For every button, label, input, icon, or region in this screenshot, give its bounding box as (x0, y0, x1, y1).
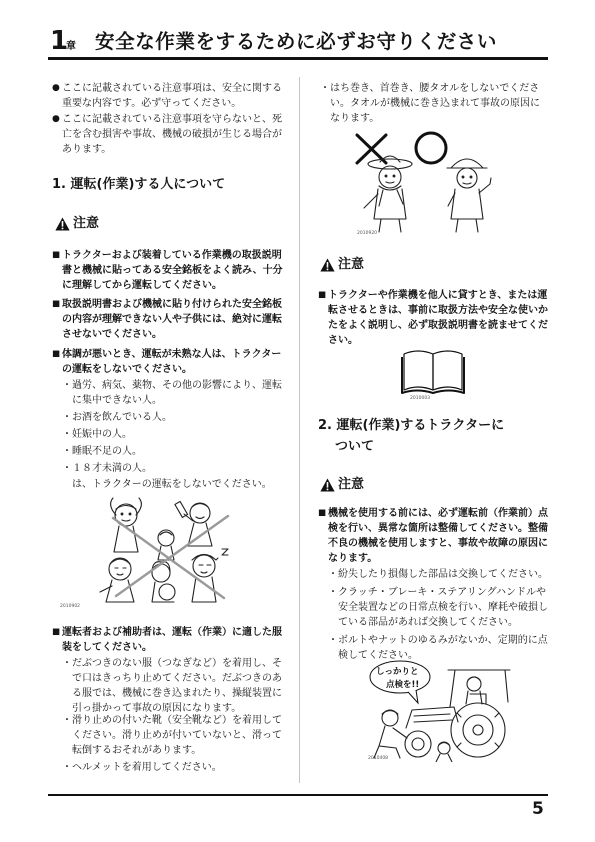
sub-item-line: 滑り止めの付いた靴（安全靴など）を着用して (72, 715, 282, 726)
warning-icon (320, 258, 335, 272)
sub-item (62, 656, 282, 716)
caution-heading (320, 257, 364, 273)
sub-item-line: ヘルメットを着用してください。 (72, 762, 222, 773)
sub-item-line: なります。 (330, 113, 380, 124)
rule-text-line: トラクターおよび装着している作業機の取扱説明 (62, 250, 282, 261)
rule-text-line: トラクターや作業機を他人に貸すとき、または運 (328, 290, 548, 301)
dot-bullet: ・ (62, 762, 72, 773)
intro-note (52, 112, 282, 157)
rule-item (52, 297, 282, 342)
speech-bubble-line: 点検を!! (386, 680, 420, 690)
caution-heading (320, 477, 364, 493)
sub-list-closing: は、トラクターの運転をしないでください。 (72, 479, 272, 490)
column-divider (299, 77, 300, 783)
section-2-heading-line: ついて (335, 439, 375, 454)
rule-text-line: なります。 (328, 553, 378, 564)
rule-text-line: 転させるときは、事前に取扱方法や安全な使いか (328, 305, 548, 316)
square-bullet: ■ (52, 299, 61, 309)
sub-item (62, 760, 222, 775)
open-book-icon (400, 346, 466, 396)
sub-item-line: ください。滑り止めが付いていないと、滑って (72, 730, 282, 741)
caution-label: 注意 (73, 216, 100, 231)
rule-text-line: たをよく説明し、必ず取扱説明書を読ませてくだ (328, 320, 548, 331)
sub-item-line: だぶつきのない服（つなぎなど）を着用し、そ (72, 658, 282, 669)
intro-note-line: 亡を含む損害や事故、機械の破損が生じる場合が (62, 129, 282, 140)
dot-bullet: ・ (328, 635, 338, 646)
sub-item-line: い。タオルが機械に巻き込まれて事故の原因に (330, 98, 540, 109)
intro-note-line: 重要な内容です。必ず守ってください。 (62, 98, 242, 109)
rule-item (52, 347, 281, 377)
dot-bullet: ・ (328, 587, 338, 598)
rule-text-line: させないでください。 (62, 329, 162, 340)
intro-note-line: ここに記載されている注意事項は、安全に関する (62, 83, 282, 94)
sub-item-line: 妊娠中の人。 (72, 429, 132, 440)
footer-rule (48, 794, 548, 796)
sub-item-line: る服では、機械に巻き込まれたり、操縦装置に (72, 688, 282, 699)
caution-heading (55, 216, 99, 232)
sub-item-line: ている部品があれば交換してください。 (338, 617, 518, 628)
dot-bullet: ・ (62, 446, 72, 457)
unfit-drivers-illustration (88, 494, 248, 606)
sub-item-line: に集中できない人。 (72, 395, 162, 406)
square-bullet: ■ (52, 349, 61, 359)
dot-bullet: ・ (62, 412, 72, 423)
warning-icon (55, 217, 70, 231)
sub-item-line: 安全装置などの日常点検を行い、摩耗や破損し (338, 602, 548, 613)
intro-note-line: あります。 (62, 144, 112, 155)
correct-mark-icon (416, 133, 446, 163)
worker-with-towel-figure (364, 156, 412, 232)
sub-item (320, 81, 540, 126)
sub-item (62, 378, 282, 408)
rule-text-line: 書と機械に貼ってある安全銘板をよく読み、十分 (62, 265, 283, 276)
intro-note-line: ここに記載されている注意事項を守らないと、死 (62, 114, 282, 125)
figure-caption: 2010408 (368, 756, 389, 761)
mechanic-figure (374, 710, 407, 758)
square-bullet: ■ (318, 508, 327, 518)
sub-item-line: ボルトやナットのゆるみがないか、定期的に点 (338, 635, 548, 646)
figure-caption: 2010920 (357, 231, 378, 236)
dot-bullet: ・ (62, 658, 72, 669)
sub-item (62, 713, 282, 758)
sleepy-person-figure (192, 549, 228, 602)
chapter-title: 安全な作業をするために必ずお守りください (95, 30, 498, 53)
tractor-inspection-illustration (362, 658, 512, 762)
dot-bullet: ・ (320, 83, 330, 94)
caution-label: 注意 (338, 257, 365, 272)
rule-text-line: 装をしてください。 (62, 642, 152, 653)
rule-item (318, 288, 548, 348)
warning-icon (320, 478, 335, 492)
rule-text-line: 取扱説明書および機械に貼り付けられた安全銘板 (62, 299, 282, 310)
sub-item-line: はち巻き、首巻き、腰タオルをしないでくださ (330, 83, 540, 94)
section-2-heading (318, 415, 504, 457)
sub-item (328, 585, 548, 630)
rule-text-line: 検を行い、異常な箇所は整備してください。整備 (328, 523, 548, 534)
figure-caption: 2010003 (410, 396, 431, 401)
round-bullet: ● (52, 114, 60, 124)
sub-item-line: 紛失したり損傷した部品は交換してください。 (338, 569, 548, 580)
sub-item-line: 睡眠不足の人。 (72, 446, 142, 457)
sub-item (328, 567, 548, 582)
dot-bullet: ・ (62, 715, 72, 726)
sub-item-line: 転倒するおそれがあります。 (72, 745, 202, 756)
rule-text-line: の運転をしないでください。 (62, 364, 192, 375)
header-rule (48, 57, 548, 60)
rule-text-line: の内容が理解できない人や子供には、絶対に運転 (62, 314, 282, 325)
dot-bullet: ・ (62, 380, 72, 391)
sub-item (62, 427, 132, 442)
rule-text-line: 機械を使用する前には、必ず運転前（作業前）点 (328, 508, 548, 519)
sub-item-line: 検してください。 (338, 650, 418, 661)
square-bullet: ■ (52, 627, 61, 637)
intro-note (52, 81, 282, 111)
caution-label: 注意 (338, 477, 365, 492)
rule-item (318, 506, 548, 566)
sub-item-line: 引っ掛かって事故の原因になります。 (72, 703, 242, 714)
sub-item-line: １８才未満の人。 (72, 463, 152, 474)
sub-item-line: で口はきっちり止めてください。だぶつきのあ (72, 673, 282, 684)
rule-item (52, 625, 282, 655)
driver-figure (466, 677, 482, 704)
square-bullet: ■ (52, 250, 61, 260)
rule-text-line: 運転者および補助者は、運転（作業）に適した服 (62, 627, 282, 638)
section-1-heading (52, 177, 225, 193)
worker-with-helmet-figure (447, 159, 491, 232)
clothing-comparison-illustration (350, 126, 500, 236)
sub-item-line: 過労、病気、薬物、その他の影響により、運転 (72, 380, 282, 391)
dot-bullet: ・ (328, 569, 338, 580)
figure-caption: 2010902 (60, 604, 81, 609)
sub-item-line: クラッチ・ブレーキ・ステアリングハンドルや (338, 587, 546, 598)
section-1-heading-text: 1. 運転(作業)する人について (52, 177, 226, 192)
sub-item (62, 410, 172, 425)
page-number: 5 (532, 799, 544, 819)
chapter-number: 1 (50, 26, 69, 56)
dot-bullet: ・ (62, 463, 72, 474)
sick-person-figure (111, 498, 142, 552)
section-2-heading-line: 2. 運転(作業)するトラクターに (318, 418, 505, 433)
round-bullet: ● (52, 83, 60, 93)
rule-text-line: に理解してから運転してください。 (62, 280, 222, 291)
sub-item-line: お酒を飲んでいる人。 (72, 412, 172, 423)
rule-item (52, 248, 283, 293)
dot-bullet: ・ (62, 429, 72, 440)
wrong-mark-icon (357, 135, 386, 163)
rule-text-line: 不良の機械を使用しますと、事故や故障の原因に (328, 538, 548, 549)
speech-bubble-line: しっかりと (376, 667, 419, 677)
square-bullet: ■ (318, 290, 327, 300)
sub-item (62, 461, 152, 476)
rule-text-line: さい。 (328, 335, 358, 346)
chapter-label: 章 (66, 41, 76, 52)
helper-figure (436, 742, 452, 762)
rule-text-line: 体調が悪いとき、運転が未熟な人は、トラクター (62, 349, 282, 360)
sub-item (62, 444, 142, 459)
